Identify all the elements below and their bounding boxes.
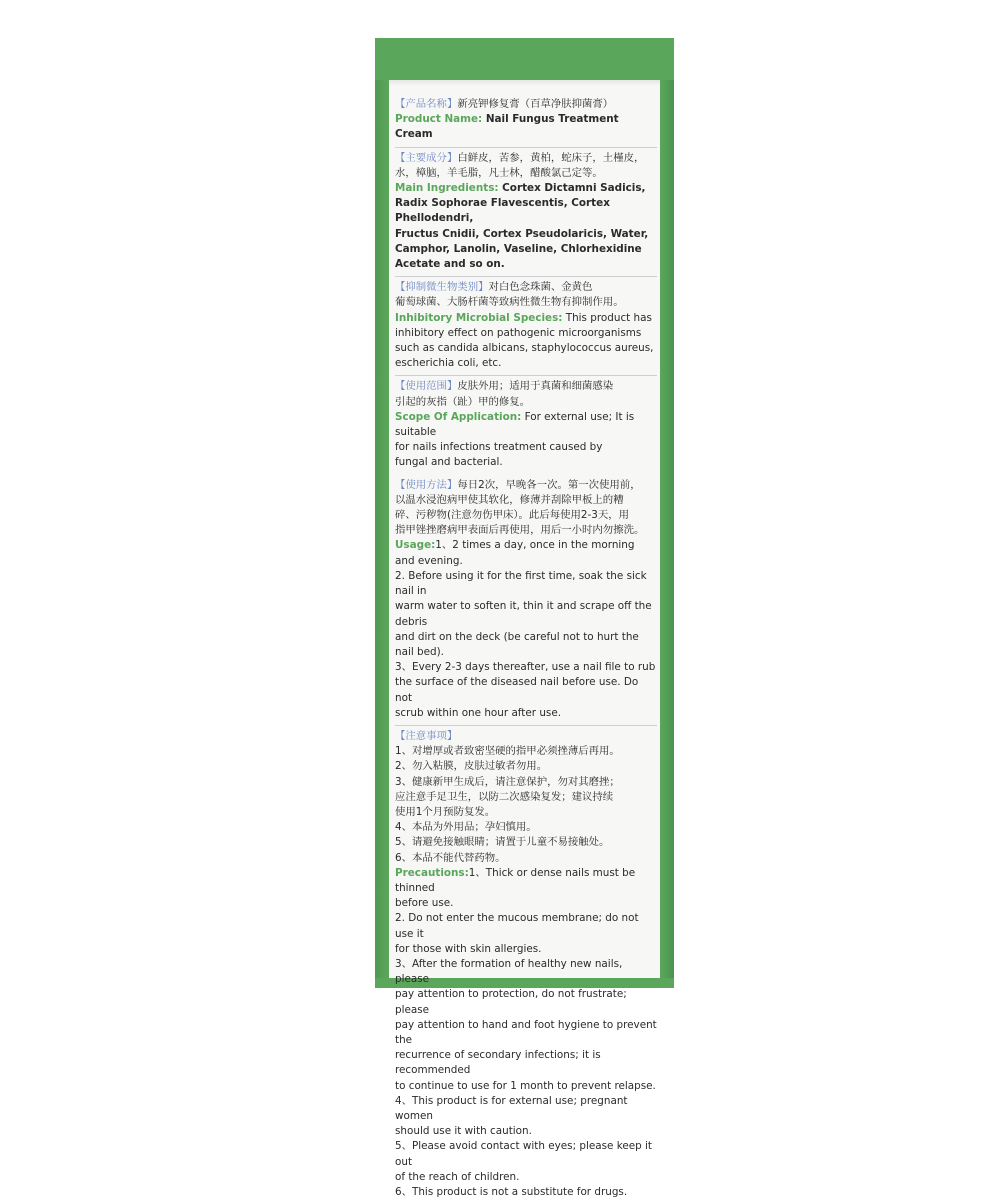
label-text-panel: [395, 94, 657, 1204]
ing-en-line-3: Fructus Cnidii, Cortex Pseudolaricis, Water,: [395, 227, 649, 240]
pre-cn-line-5: 使用1个月预防复发。: [395, 805, 496, 818]
use-en-line-7: scrub within one hour after use.: [395, 706, 562, 719]
pre-en-line-8: recurrence of secondary infections; it is recommended: [395, 1049, 601, 1077]
section-usage: [395, 475, 657, 726]
use-cn-line-4: 指甲锉挫磨病甲表面后再使用，用后一小时内勿擦洗。: [395, 524, 645, 537]
pre-en-line-10: 4、This product is for external use; pregnant women: [395, 1094, 628, 1122]
name-cn-text: 新亮钾修复膏（百草净肤抑菌膏）: [457, 98, 614, 110]
pre-en-line-11: should use it with caution.: [395, 1125, 532, 1138]
name-cn-line: [395, 97, 657, 112]
mic-en-heading: Inhibitory Microbial Species:: [395, 311, 563, 324]
scope-en-text-1: For external use; It is suitable: [395, 410, 635, 439]
section-microbial: [395, 277, 657, 376]
pre-cn-line-8: 6、本品不能代替药物。: [395, 851, 506, 864]
pre-en-line-3: 2. Do not enter the mucous membrane; do not use it: [395, 912, 639, 940]
mic-en-line-4: escherichia coli, etc.: [395, 357, 502, 370]
pre-cn-line-4: 应注意手足卫生，以防二次感染复发；建议持续: [395, 790, 614, 803]
pre-en-line-4: for those with skin allergies.: [395, 942, 542, 955]
use-en-line-4: and dirt on the deck (be careful not to hurt the nail bed).: [395, 630, 639, 658]
pre-cn-heading: 【注意事项】: [395, 729, 458, 742]
ing-cn-heading: 【主要成分】: [395, 151, 458, 164]
section-scope: [395, 376, 657, 474]
pre-en-line-13: of the reach of children.: [395, 1170, 520, 1183]
ing-en-line-1: [395, 181, 657, 196]
section-precautions: [395, 726, 657, 1204]
pre-cn-line-1: 1、对增厚或者致密坚硬的指甲必须挫薄后再用。: [395, 745, 620, 758]
pre-en-heading: Precautions:: [395, 866, 469, 879]
pre-cn-line-7: 5、请避免接触眼睛；请置于儿童不易接触处。: [395, 836, 610, 849]
scope-en-heading: Scope Of Application:: [395, 410, 522, 423]
brand-logo: Ranuelei: [821, 41, 915, 63]
pre-cn-line-3: 3、健康新甲生成后，请注意保护，勿对其磨挫；: [395, 775, 620, 788]
ing-en-line-2: Radix Sophorae Flavescentis, Cortex Phellodendri,: [395, 197, 610, 225]
pre-en-line-6: pay attention to protection, do not frustrate; please: [395, 988, 627, 1016]
scope-en-line-3: fungal and bacterial.: [395, 456, 503, 469]
name-cn-heading: 【产品名称】: [395, 98, 458, 110]
ing-cn-line-1: [395, 151, 657, 166]
use-cn-heading: 【使用方法】: [395, 478, 458, 491]
use-en-line-5: 3、Every 2-3 days thereafter, use a nail file to rub: [395, 661, 656, 674]
pre-cn-line-6: 4、本品为外用品；孕妇慎用。: [395, 821, 537, 834]
scope-cn-text-1: 皮肤外用；适用于真菌和细菌感染: [457, 380, 614, 393]
use-cn-line-2: 以温水浸泡病甲使其软化，修薄并刮除甲板上的糟: [395, 493, 624, 506]
ing-en-text-1: Cortex Dictamni Sadicis,: [498, 182, 646, 195]
ing-en-line-5: Acetate and so on.: [395, 258, 505, 271]
pre-en-line-1: [395, 866, 657, 896]
ing-cn-line-2: 水，樟脑，羊毛脂，凡士林，醋酸氯己定等。: [395, 166, 603, 179]
use-en-line-1: [395, 538, 657, 568]
pre-en-line-12: 5、Please avoid contact with eyes; please keep it out: [395, 1140, 653, 1168]
name-en-line: [395, 112, 657, 142]
mic-cn-line-2: 葡萄球菌、大肠杆菌等致病性微生物有抑制作用。: [395, 296, 624, 309]
mic-en-line-2: inhibitory effect on pathogenic microorganisms: [395, 326, 642, 339]
ing-cn-text-1: 白鲜皮，苦参，黄柏，蛇床子，土槿皮，: [457, 151, 645, 164]
name-en-heading: Product Name:: [395, 113, 483, 126]
ing-en-heading: Main Ingredients:: [395, 182, 499, 195]
use-en-heading: Usage:: [395, 539, 436, 552]
ing-en-line-4: Camphor, Lanolin, Vaseline, Chlorhexidine: [395, 242, 642, 255]
use-cn-text-1: 每日2次，早晚各一次。第一次使用前，: [457, 478, 641, 491]
mic-cn-heading: 【抑制微生物类别】: [395, 281, 489, 294]
pre-en-line-14: 6、This product is not a substitute for drugs.: [395, 1186, 628, 1199]
mic-cn-text-1: 对白色念珠菌、金黄色: [488, 281, 593, 294]
use-cn-line-1: [395, 478, 657, 493]
mic-en-text-1: This product has: [562, 311, 652, 324]
top-flap: [375, 38, 898, 80]
mic-en-line-3: such as candida albicans, staphylococcus aureus,: [395, 342, 654, 355]
use-en-line-2: 2. Before using it for the first time, soak the sick nail in: [395, 569, 647, 598]
pre-en-line-9: to continue to use for 1 month to prevent relapse.: [395, 1079, 656, 1092]
pre-en-text-1: 1、Thick or dense nails must be thinned: [395, 866, 636, 894]
pre-cn-line-2: 2、勿入粘膜，皮肤过敏者勿用。: [395, 760, 548, 773]
scope-en-line-1: [395, 410, 657, 440]
scope-cn-line-1: [395, 379, 657, 394]
pre-en-line-2: before use.: [395, 897, 454, 910]
mic-en-line-1: [395, 311, 657, 326]
scope-en-line-2: for nails infections treatment caused by: [395, 441, 603, 454]
mic-cn-line-1: [395, 280, 657, 295]
flap-shadow: [389, 80, 660, 86]
use-en-line-3: warm water to soften it, thin it and scrape off the debris: [395, 600, 652, 628]
pre-en-line-5: 3、After the formation of healthy new nails, please: [395, 957, 623, 986]
section-product-name: [395, 94, 657, 148]
name-en-text: Nail Fungus Treatment Cream: [395, 113, 619, 141]
section-ingredients: [395, 148, 657, 278]
right-green-band: [660, 38, 674, 988]
scope-cn-line-2: 引起的灰指（趾）甲的修复。: [395, 395, 531, 408]
pre-en-line-7: pay attention to hand and foot hygiene to prevent the: [395, 1018, 657, 1046]
use-en-text-1: 1、2 times a day, once in the morning and evening.: [395, 539, 635, 567]
scope-cn-heading: 【使用范围】: [395, 380, 458, 393]
left-green-band: [375, 38, 389, 988]
use-en-line-6: the surface of the diseased nail before use. Do not: [395, 676, 639, 704]
use-cn-line-3: 碎、污秽物(注意勿伤甲床）。此后每使用2-3天，用: [395, 509, 630, 522]
